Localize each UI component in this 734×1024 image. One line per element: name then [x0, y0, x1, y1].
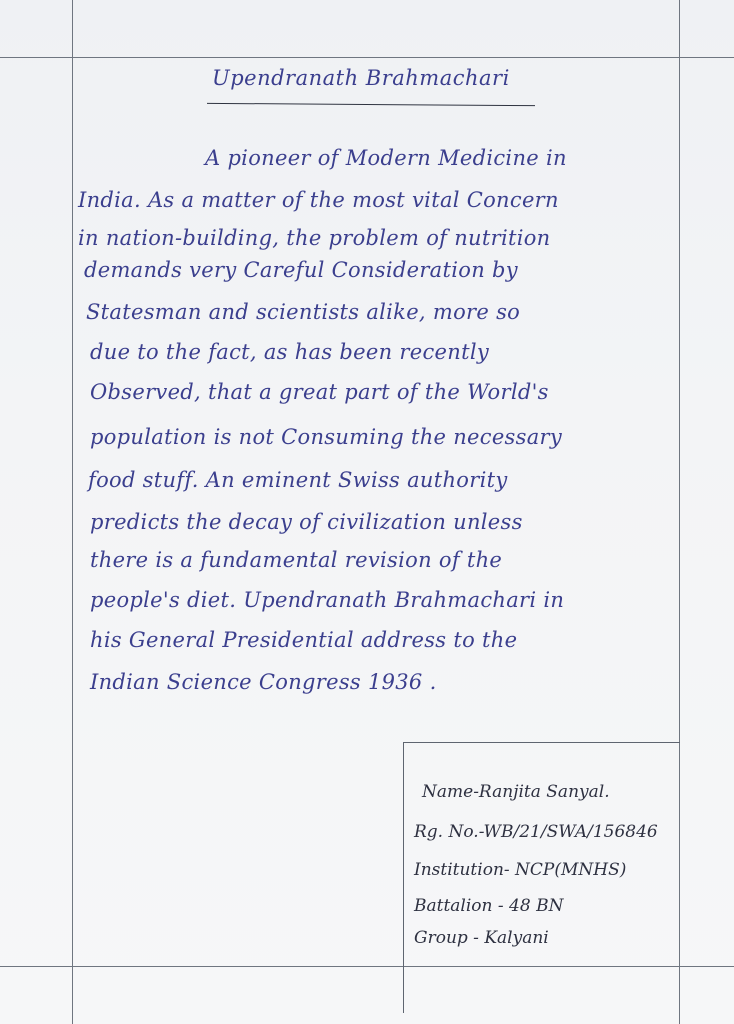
body-line: population is not Consuming the necessary — [90, 425, 563, 449]
body-line: there is a fundamental revision of the — [90, 548, 503, 572]
body-line: Observed, that a great part of the World's — [90, 380, 549, 404]
left-margin-line — [72, 0, 73, 1024]
body-line: A pioneer of Modern Medicine in — [205, 146, 567, 170]
body-line: in nation-building, the problem of nutrition — [78, 226, 551, 250]
document-title: Upendranath Brahmachari — [212, 66, 510, 90]
body-line: India. As a matter of the most vital Concern — [78, 188, 559, 212]
body-line: Indian Science Congress 1936 . — [90, 670, 437, 694]
body-line: people's diet. Upendranath Brahmachari in — [90, 588, 565, 612]
signature-group: Group - Kalyani — [414, 928, 549, 948]
body-line: due to the fact, as has been recently — [90, 340, 490, 364]
body-line: his General Presidential address to the — [90, 628, 518, 652]
signature-reg-no: Rg. No.-WB/21/SWA/156846 — [414, 822, 658, 842]
body-line: food stuff. An eminent Swiss authority — [88, 468, 508, 492]
body-line: predicts the decay of civilization unless — [90, 510, 523, 534]
signature-name: Name-Ranjita Sanyal. — [422, 782, 610, 802]
top-margin-line — [0, 57, 734, 58]
signature-battalion: Battalion - 48 BN — [414, 896, 564, 916]
body-line: demands very Careful Consideration by — [84, 258, 518, 282]
signature-institution: Institution- NCP(MNHS) — [414, 860, 627, 880]
body-line: Statesman and scientists alike, more so — [86, 300, 521, 324]
title-underline — [207, 103, 535, 106]
